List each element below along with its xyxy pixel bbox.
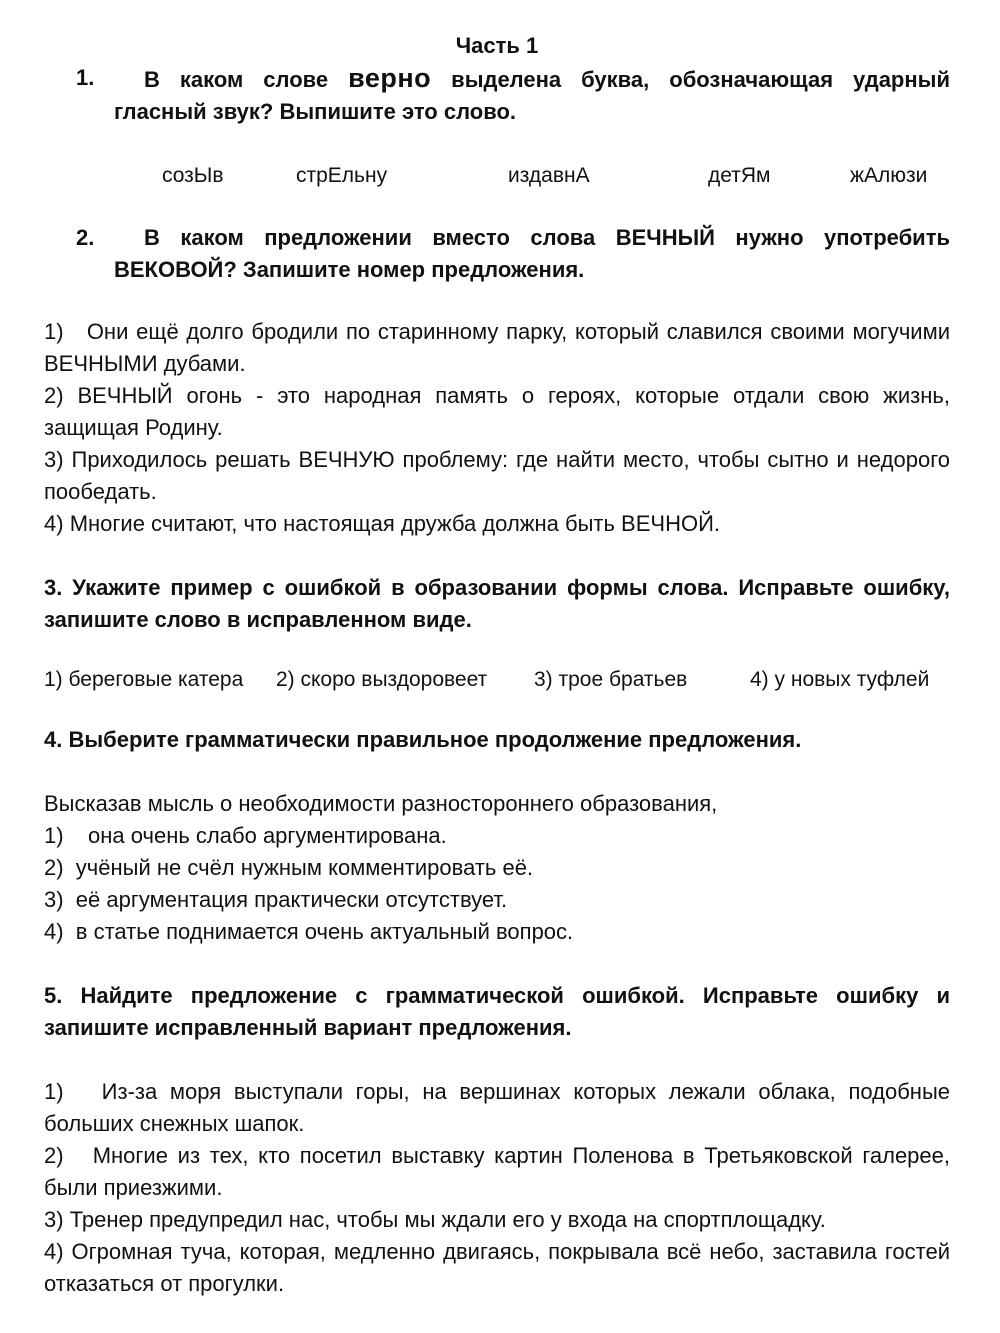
worksheet — [44, 30, 950, 1300]
question-3-option-3: 3) трое братьев — [534, 668, 688, 691]
option-text: Многие из тех, кто посетил выставку картин Поленова в Третьяковской галерее, были приезжими. — [44, 1143, 950, 1200]
question-3-option-1: 1) береговые катера — [44, 668, 244, 691]
question-2 — [44, 222, 950, 286]
option-number: 2) — [44, 1143, 64, 1168]
option-text: Многие считают, что настоящая дружба должна быть ВЕЧНОЙ. — [69, 511, 720, 536]
option-number: 3) — [44, 447, 64, 472]
option-number: 3) — [44, 1207, 64, 1232]
word-option-2: стрЕльну — [296, 164, 388, 187]
option-number: 1) — [44, 1079, 64, 1104]
question-3-options — [44, 664, 950, 696]
option-text: Огромная туча, которая, медленно двигаясь, покрывала всё небо, заставила гостей отказаться от прогулки. — [44, 1239, 950, 1296]
question-5-option-2 — [44, 1140, 950, 1204]
question-5-option-3 — [44, 1204, 950, 1236]
question-3: 3. Укажите пример с ошибкой в образовании формы слова. Исправьте ошибку, запишите слово в исправленном виде. — [44, 575, 950, 632]
option-number: 2) — [44, 383, 64, 408]
word-option-4: детЯм — [708, 164, 771, 187]
option-text: в статье поднимается очень актуальный вопрос. — [75, 919, 574, 944]
question-1-text-after: выделена буква, обозначающая ударный гласный звук? Выпишите это слово. — [114, 67, 950, 124]
question-4-option-2 — [44, 852, 950, 884]
question-2-text: В каком предложении вместо слова ВЕЧНЫЙ нужно употребить ВЕКОВОЙ? Запишите номер предложения. — [114, 225, 950, 282]
question-4-option-1 — [44, 820, 950, 852]
option-text: Из-за моря выступали горы, на вершинах которых лежали облака, подобные больших снежных шапок. — [44, 1079, 950, 1136]
question-5-option-1 — [44, 1076, 950, 1140]
question-2-option-3 — [44, 444, 950, 508]
question-1-text-before: В каком слове — [144, 67, 329, 92]
word-option-1: созЫв — [162, 164, 224, 187]
option-number: 1) — [44, 823, 64, 848]
option-text: Они ещё долго бродили по старинному парку, который славился своими могучими ВЕЧНЫМИ дубами. — [44, 319, 950, 376]
option-number: 3) — [44, 887, 64, 912]
option-text: её аргументация практически отсутствует. — [75, 887, 508, 912]
part-title: Часть 1 — [455, 33, 539, 58]
question-1-emphasis: верно — [348, 63, 432, 93]
question-2-number: 2. — [76, 225, 95, 250]
question-4-option-3 — [44, 884, 950, 916]
question-4: 4. Выберите грамматически правильное продолжение предложения. — [44, 727, 802, 752]
question-3-option-2: 2) скоро выздоровеет — [276, 668, 488, 691]
option-number: 4) — [44, 919, 64, 944]
option-number: 4) — [44, 1239, 64, 1264]
question-4-option-4 — [44, 916, 950, 948]
question-2-option-1 — [44, 316, 950, 380]
question-3-option-4: 4) у новых туфлей — [750, 668, 930, 691]
question-2-option-4 — [44, 508, 950, 540]
question-2-option-2 — [44, 380, 950, 444]
question-5-option-4 — [44, 1236, 950, 1300]
question-1 — [44, 62, 950, 128]
option-number: 2) — [44, 855, 64, 880]
question-1-word-options — [44, 160, 950, 192]
option-text: Тренер предупредил нас, чтобы мы ждали его у входа на спортплощадку. — [69, 1207, 826, 1232]
word-option-3: издавнА — [508, 164, 590, 187]
question-5: 5. Найдите предложение с грамматической ошибкой. Исправьте ошибку и запишите исправленный вариант предложения. — [44, 983, 950, 1040]
option-number: 4) — [44, 511, 64, 536]
option-text: Приходилось решать ВЕЧНУЮ проблему: где найти место, чтобы сытно и недорого пообедать. — [44, 447, 950, 504]
option-number: 1) — [44, 319, 64, 344]
option-text: она очень слабо аргументирована. — [88, 823, 447, 848]
option-text: учёный не счёл нужным комментировать её. — [75, 855, 534, 880]
question-1-number: 1. — [76, 65, 95, 90]
question-4-lead: Высказав мысль о необходимости разностороннего образования, — [44, 791, 718, 816]
word-option-5: жАлюзи — [850, 164, 928, 187]
option-text: ВЕЧНЫЙ огонь - это народная память о героях, которые отдали свою жизнь, защищая Родину. — [44, 383, 950, 440]
